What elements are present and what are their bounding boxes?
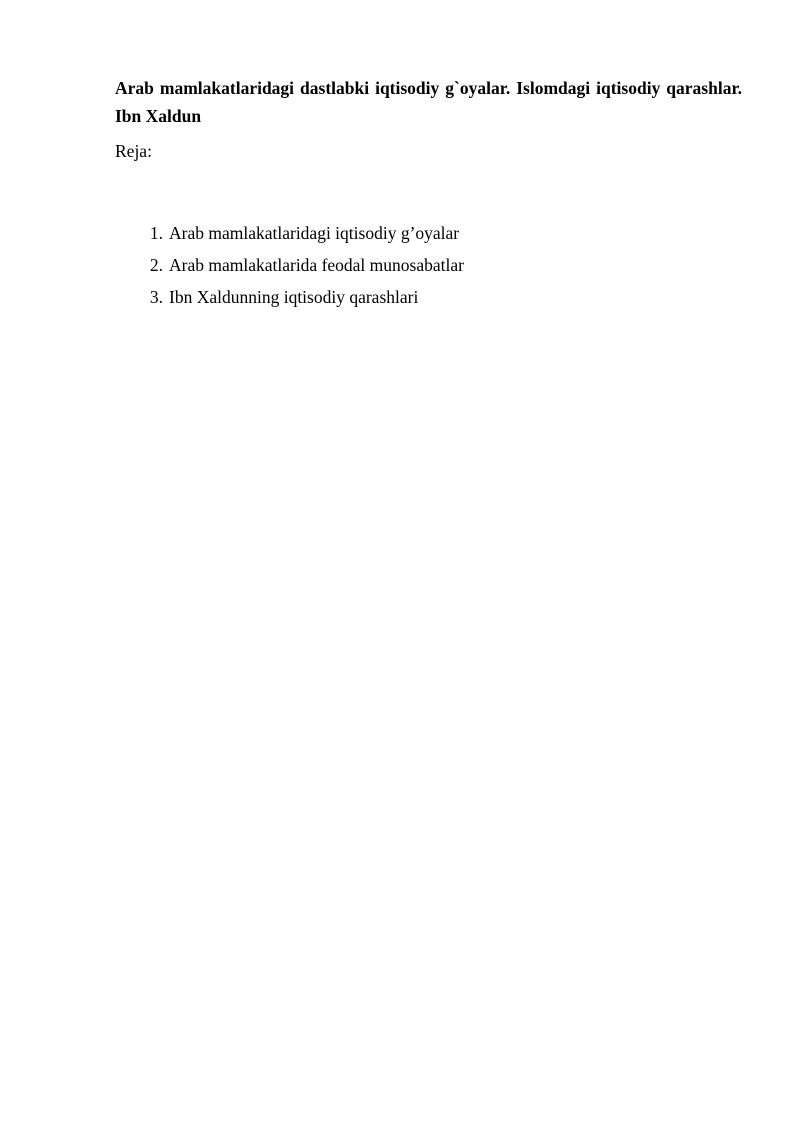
document-title: Arab mamlakatlaridagi dastlabki iqtisodiy g`oyalar. Islomdagi iqtisodiy qarashlar. Ibn Xaldun bbox=[115, 78, 742, 126]
list-item-number: 2. bbox=[149, 255, 163, 275]
list-item-text: Arab mamlakatlaridagi iqtisodiy g’oyalar bbox=[169, 223, 460, 243]
list-item bbox=[115, 221, 742, 245]
list-item bbox=[115, 285, 742, 309]
document-content bbox=[115, 74, 742, 317]
list-item bbox=[115, 253, 742, 277]
list-item-number: 3. bbox=[149, 287, 163, 307]
plan-list bbox=[115, 221, 742, 309]
list-item-number: 1. bbox=[149, 223, 163, 243]
list-item-text: Arab mamlakatlarida feodal munosabatlar bbox=[169, 255, 464, 275]
list-item-text: Ibn Xaldunning iqtisodiy qarashlari bbox=[169, 287, 419, 307]
plan-label: Reja: bbox=[115, 141, 152, 161]
